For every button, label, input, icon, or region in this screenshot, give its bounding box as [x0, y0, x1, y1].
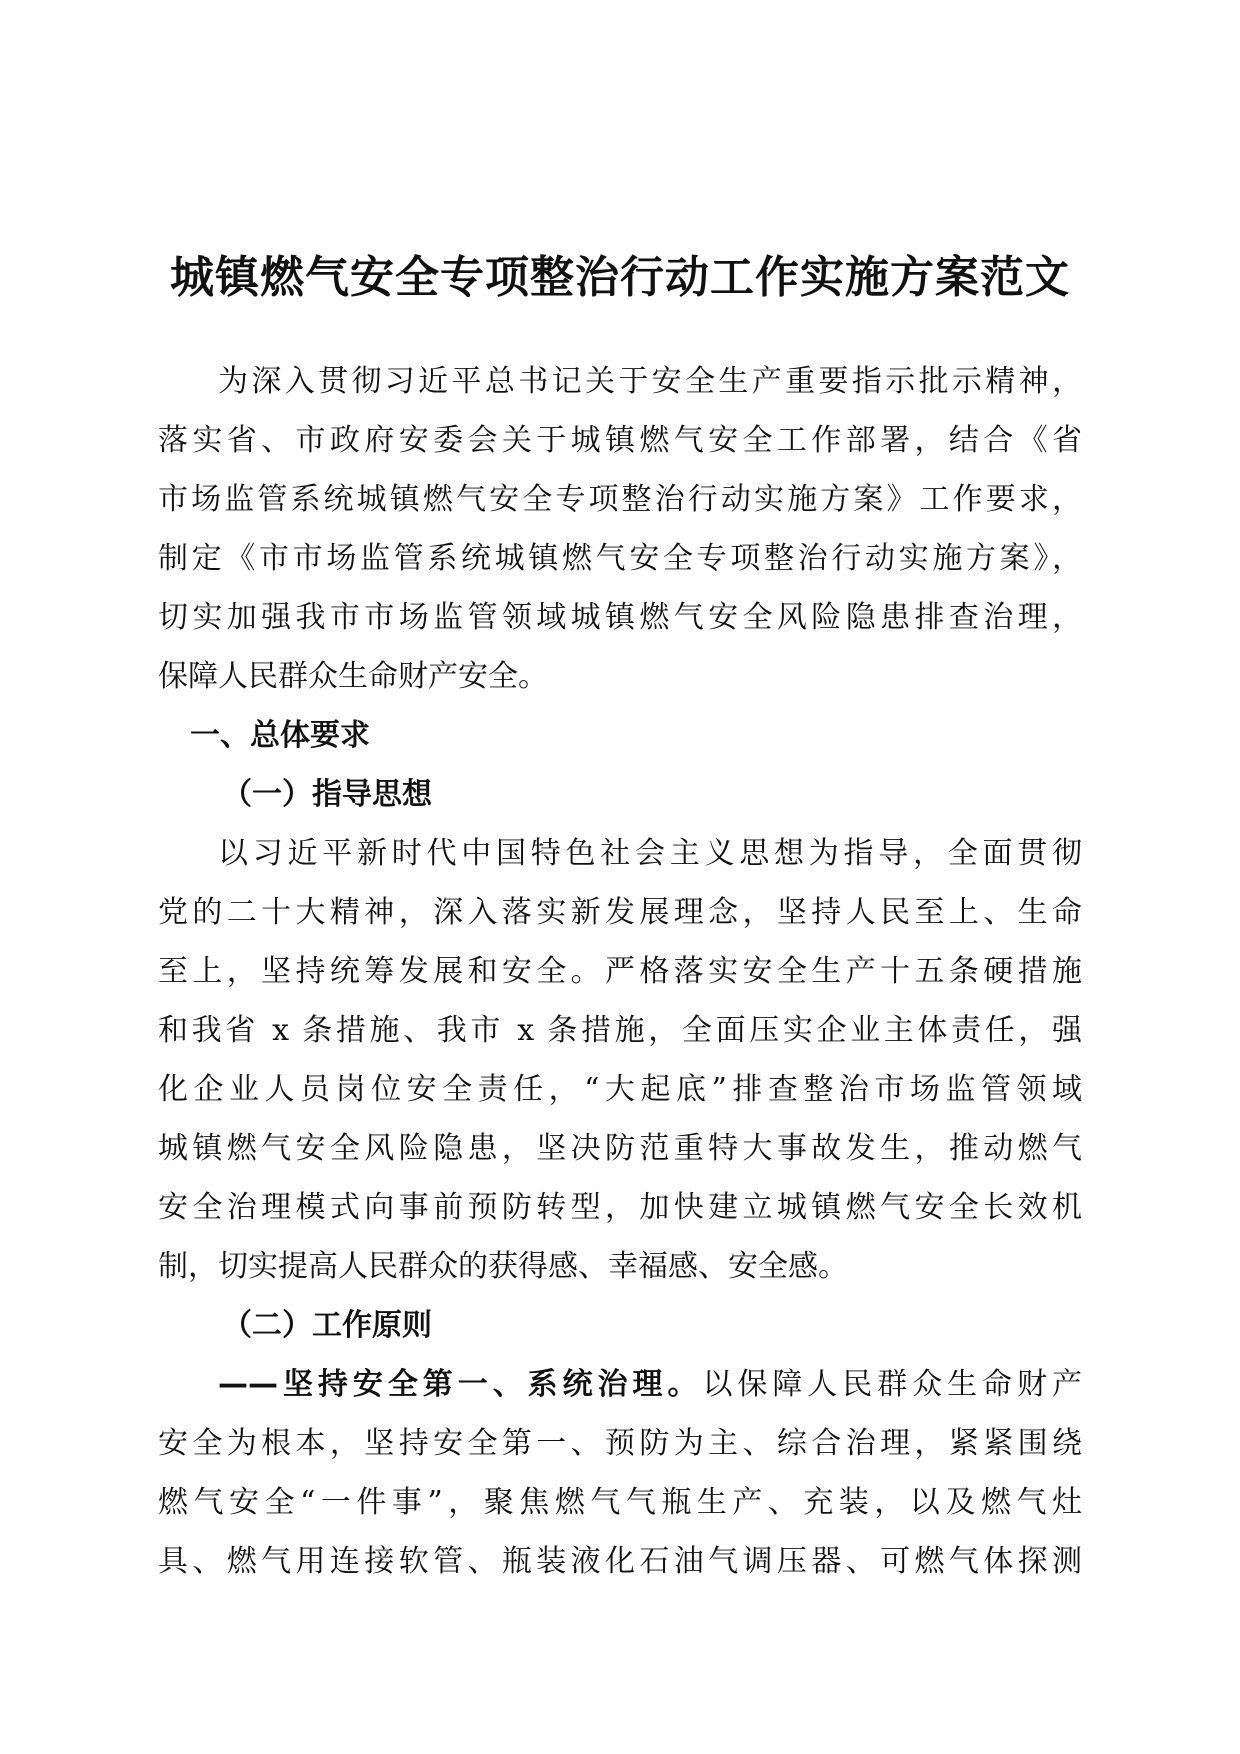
subsection-heading-working-principles: （二）工作原则: [222, 1308, 432, 1343]
section-heading-overall-requirements: 一、总体要求: [190, 718, 370, 753]
intro-line: 落实省、市政府安委会关于城镇燃气安全工作部署，结合《省: [158, 423, 1082, 458]
guiding-line: 化企业人员岗位安全责任，“大起底”排查整治市场监管领域: [158, 1072, 1082, 1107]
guiding-ideology-paragraph: [158, 824, 1082, 1296]
principle-line: 具、燃气用连接软管、瓶装液化石油气调压器、可燃气体探测: [158, 1544, 1082, 1579]
guiding-line: 以习近平新时代中国特色社会主义思想为指导，全面贯彻: [218, 836, 1082, 871]
principle-title: ——坚持安全第一、系统治理。: [218, 1367, 703, 1402]
intro-line: 保障人民群众生命财产安全。: [158, 659, 548, 694]
guiding-line: 制，切实提高人民群众的获得感、幸福感、安全感。: [158, 1249, 848, 1284]
intro-line: 制定《市市场监管系统城镇燃气安全专项整治行动实施方案》，: [158, 541, 1082, 576]
principle-line: 燃气安全“一件事”，聚焦燃气气瓶生产、充装，以及燃气灶: [158, 1485, 1082, 1520]
intro-paragraph: [158, 352, 1082, 706]
guiding-line: 至上，坚持统筹发展和安全。严格落实安全生产十五条硬措施: [158, 954, 1082, 989]
principle-paragraph: [158, 1355, 1082, 1591]
intro-line: 切实加强我市市场监管领域城镇燃气安全风险隐患排查治理，: [158, 600, 1082, 635]
intro-line: 为深入贯彻习近平总书记关于安全生产重要指示批示精神，: [218, 364, 1082, 399]
intro-line: 市场监管系统城镇燃气安全专项整治行动实施方案》工作要求，: [158, 482, 1082, 517]
guiding-line: 城镇燃气安全风险隐患，坚决防范重特大事故发生，推动燃气: [158, 1131, 1082, 1166]
guiding-line: 安全治理模式向事前预防转型，加快建立城镇燃气安全长效机: [158, 1190, 1082, 1225]
subsection-heading-guiding-ideology: （一）指导思想: [222, 777, 432, 812]
principle-line: 安全为根本，坚持安全第一、预防为主、综合治理，紧紧围绕: [158, 1426, 1082, 1461]
principle-first-text: 以保障人民群众生命财产: [702, 1367, 1083, 1402]
guiding-line: 和我省 x 条措施、我市 x 条措施，全面压实企业主体责任，强: [158, 1013, 1082, 1048]
guiding-line: 党的二十大精神，深入落实新发展理念，坚持人民至上、生命: [158, 895, 1082, 930]
document-body: [158, 352, 1082, 1591]
principle-first-line: [158, 1355, 1082, 1414]
document-title: 城镇燃气安全专项整治行动工作实施方案范文: [170, 252, 1070, 303]
